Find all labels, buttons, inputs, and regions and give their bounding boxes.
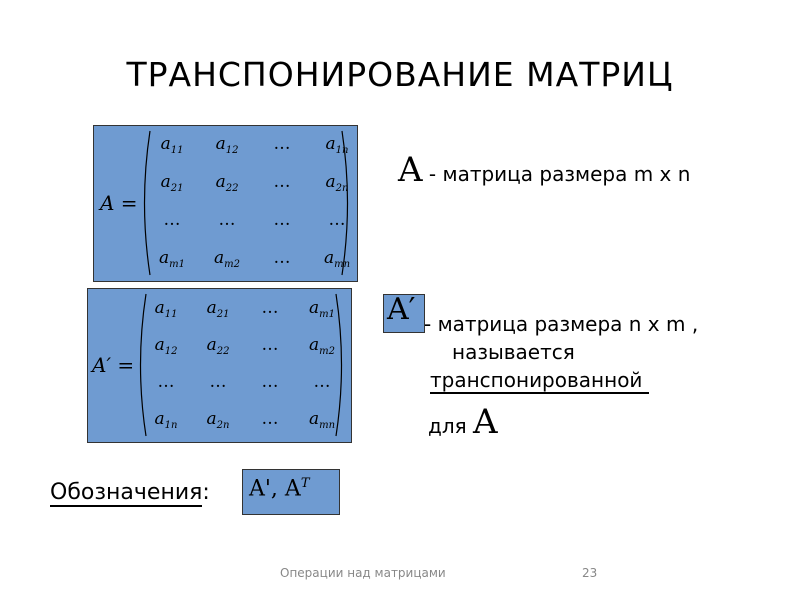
element-index: 22 xyxy=(225,183,239,194)
element-index: mn xyxy=(319,420,336,431)
element-base: a xyxy=(325,134,336,154)
desc-at-line2: называется xyxy=(452,340,575,364)
matrix-element xyxy=(199,172,255,194)
element-index: 21 xyxy=(170,183,184,194)
element-index: 22 xyxy=(216,346,230,357)
matrix-element xyxy=(144,172,200,194)
element-base: … xyxy=(273,210,291,230)
desc-a-text: - матрица размера m x n xyxy=(422,162,691,186)
element-index: 12 xyxy=(225,145,239,156)
element-base: a xyxy=(206,335,217,355)
element-index: 1n xyxy=(164,420,178,431)
element-base: a xyxy=(160,172,171,192)
matrix-element xyxy=(138,372,194,392)
matrix-element xyxy=(138,409,194,431)
element-base: a xyxy=(325,172,336,192)
element-base: … xyxy=(313,372,331,392)
matrix-element xyxy=(190,335,246,357)
element-index: 2n xyxy=(335,183,349,194)
desc-at-line4 xyxy=(428,402,498,442)
matrix-element xyxy=(254,248,310,268)
matrix-element xyxy=(294,372,350,392)
element-base: … xyxy=(157,372,175,392)
element-index: 2n xyxy=(216,420,230,431)
element-base: … xyxy=(273,248,291,268)
desc-at-line1: - матрица размера n x m , xyxy=(424,312,699,336)
element-base: a xyxy=(309,335,320,355)
element-index: mn xyxy=(334,259,351,270)
page-number: 23 xyxy=(582,566,598,580)
matrix-element xyxy=(190,409,246,431)
matrix-element xyxy=(199,134,255,156)
matrix-element xyxy=(254,172,310,192)
element-base: … xyxy=(261,298,279,318)
element-base: … xyxy=(261,335,279,355)
desc-a xyxy=(398,150,690,190)
symbol-a-small: A xyxy=(473,402,498,442)
matrix-at-label: A′ = xyxy=(92,353,135,377)
element-base: … xyxy=(209,372,227,392)
element-base: … xyxy=(273,134,291,154)
matrix-element xyxy=(199,248,255,270)
matrix-at-box xyxy=(87,288,352,443)
element-index: m2 xyxy=(224,259,240,270)
notation-colon: : xyxy=(202,480,210,505)
matrix-element xyxy=(294,335,350,357)
element-index: 11 xyxy=(164,309,178,320)
element-base: a xyxy=(215,134,226,154)
matrix-element xyxy=(294,409,350,431)
element-index: m1 xyxy=(169,259,185,270)
matrix-element xyxy=(242,335,298,355)
matrix-element xyxy=(190,298,246,320)
matrix-a-label: A = xyxy=(100,191,138,215)
element-base: a xyxy=(308,409,320,429)
matrix-element xyxy=(254,210,310,230)
matrix-element xyxy=(294,298,350,320)
element-base: … xyxy=(261,409,279,429)
element-index: 12 xyxy=(164,346,178,357)
element-index: 11 xyxy=(170,145,184,156)
matrix-element xyxy=(309,134,365,156)
element-base: … xyxy=(261,372,279,392)
notation-label-wrap xyxy=(50,480,210,505)
element-base: … xyxy=(273,172,291,192)
element-base: a xyxy=(323,248,335,268)
footer-text: Операции над матрицами xyxy=(280,566,446,580)
element-base: a xyxy=(206,409,217,429)
notation-formula xyxy=(249,476,309,501)
symbol-a: A xyxy=(398,150,423,190)
notation-box xyxy=(242,469,340,515)
matrix-element xyxy=(199,210,255,230)
matrix-element xyxy=(242,298,298,318)
matrix-element xyxy=(144,134,200,156)
element-index: 1n xyxy=(335,145,349,156)
element-base: … xyxy=(218,210,236,230)
element-index: 21 xyxy=(216,309,230,320)
element-base: a xyxy=(154,409,165,429)
matrix-element xyxy=(254,134,310,154)
element-base: … xyxy=(328,210,346,230)
matrix-a-box xyxy=(93,125,358,282)
element-base: a xyxy=(215,172,226,192)
matrix-element xyxy=(309,172,365,194)
symbol-at: A′ xyxy=(387,292,416,327)
matrix-element xyxy=(138,335,194,357)
element-base: a xyxy=(159,248,170,268)
matrix-element xyxy=(144,210,200,230)
matrix-element xyxy=(242,372,298,392)
desc-at-line3: транспонированной xyxy=(430,368,649,392)
element-index: m1 xyxy=(319,309,335,320)
page-title: ТРАНСПОНИРОВАНИЕ МАТРИЦ xyxy=(126,55,674,94)
element-base: … xyxy=(163,210,181,230)
notation-formula-text: A', A xyxy=(249,476,301,502)
matrix-element xyxy=(309,210,365,230)
desc-at-line4-prefix: для xyxy=(428,414,473,438)
element-base: a xyxy=(160,134,171,154)
element-base: a xyxy=(154,298,165,318)
element-base: a xyxy=(206,298,217,318)
element-index: m2 xyxy=(319,346,335,357)
matrix-element xyxy=(190,372,246,392)
notation-sup: T xyxy=(300,476,310,491)
element-base: a xyxy=(214,248,225,268)
symbol-at-box xyxy=(383,294,425,333)
matrix-element xyxy=(309,248,365,270)
element-base: a xyxy=(309,298,320,318)
element-base: a xyxy=(154,335,165,355)
notation-label: Обозначения xyxy=(50,480,203,505)
matrix-element xyxy=(144,248,200,270)
matrix-element xyxy=(242,409,298,429)
matrix-element xyxy=(138,298,194,320)
